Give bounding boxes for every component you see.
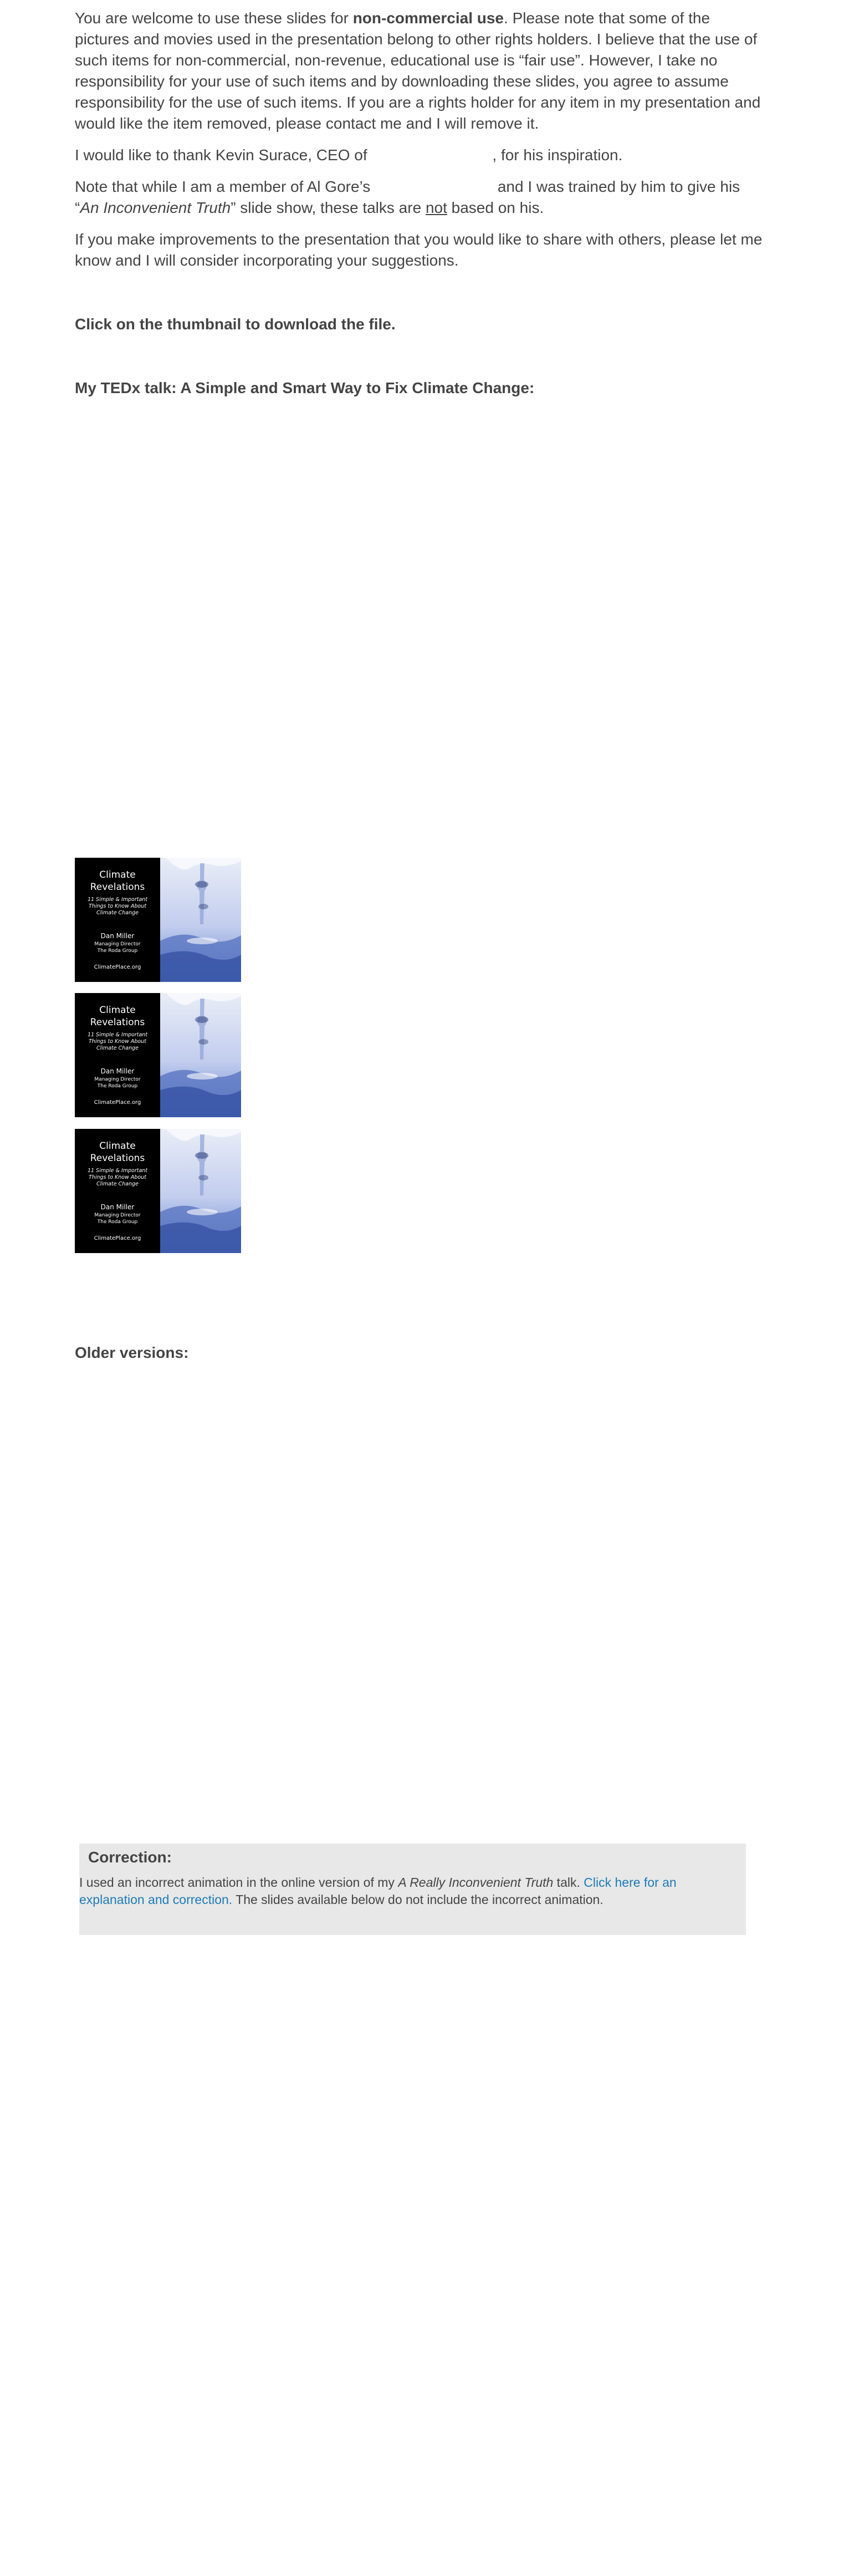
slides-download-thumbnail[interactable] — [75, 858, 241, 982]
talk-title: A Really Inconvenient Truth — [398, 1875, 554, 1890]
cover-author: Dan Miller — [100, 1067, 135, 1075]
slides-download-thumbnail[interactable] — [75, 993, 241, 1117]
correction-title: Correction: — [88, 1849, 172, 1866]
cover-role: Managing Director The Roda Group — [94, 1213, 141, 1225]
melting-ice-image — [160, 1129, 241, 1253]
correction-notice — [79, 1844, 746, 1935]
not-emphasis: not — [425, 199, 447, 216]
cover-role: Managing Director The Roda Group — [94, 941, 141, 954]
disclaimer-text-mid2: ” slide show, these talks are — [231, 199, 426, 216]
cover-panel — [75, 858, 160, 982]
cover-title: Climate Revelations — [90, 1005, 145, 1028]
disclaimer-text-end: based on his. — [447, 199, 544, 216]
download-instruction-heading: Click on the thumbnail to download the file. — [75, 315, 396, 333]
cover-site: ClimatePlace.org — [94, 1099, 141, 1106]
thanks-text: I would like to thank Kevin Surace, CEO of — [75, 146, 372, 164]
cover-role: Managing Director The Roda Group — [94, 1077, 141, 1089]
cover-subtitle: 11 Simple & Important Things to Know About Climate Change — [87, 1032, 148, 1051]
cover-subtitle: 11 Simple & Important Things to Know About Climate Change — [87, 1168, 148, 1187]
tedx-video-embed[interactable] — [75, 413, 768, 840]
correction-explanation-link[interactable]: Click here for an explanation and correction. — [79, 1875, 677, 1907]
cover-panel — [75, 993, 160, 1117]
non-commercial-emphasis: non-commercial use — [352, 9, 504, 27]
disclaimer-text-mid: and I was trained by him to give his “ — [75, 178, 740, 216]
melting-ice-image — [160, 993, 241, 1117]
disclaimer-text: Note that while I am a member of Al Gore’s — [75, 178, 375, 195]
tedx-talk-heading: My TEDx talk: A Simple and Smart Way to Fix Climate Change: — [75, 379, 535, 396]
cover-site: ClimatePlace.org — [94, 964, 141, 970]
slides-download-thumbnail[interactable] — [75, 1129, 241, 1253]
usage-terms-text: You are welcome to use these slides for — [75, 9, 353, 27]
usage-terms-text-rest: . Please note that some of the pictures and movies used in the presentation belong to other rights holders. I believe that the use of such items for non-commercial, non-revenue, educational use is “fair use”. However, I take no responsibility for your use of such items and by downloading these slides, you agree to assume responsibility for the use of such items. If you are a rights holder for any item in my presentation and would like the item removed, please contact me and I will remove it. — [75, 9, 761, 132]
usage-terms-paragraph — [75, 8, 768, 134]
correction-text: I used an incorrect animation in the online version of my A Really Inconvenient Truth talk. Click here for an explanation and correction. The slides available below do not include the incorrect animation. — [79, 1875, 677, 1907]
cover-site: ClimatePlace.org — [94, 1235, 141, 1241]
thanks-text-end: , for his inspiration. — [492, 146, 623, 164]
older-versions-heading: Older versions: — [75, 1344, 189, 1361]
disclaimer-paragraph — [75, 176, 768, 218]
cover-subtitle: 11 Simple & Important Things to Know About Climate Change — [87, 897, 148, 916]
film-title: An Inconvenient Truth — [80, 199, 231, 216]
melting-ice-image — [160, 858, 241, 982]
cover-author: Dan Miller — [100, 1203, 135, 1211]
cover-panel — [75, 1129, 160, 1253]
improvements-paragraph: If you make improvements to the presentation that you would like to share with others, please let me know and I will consider incorporating your suggestions. — [75, 231, 763, 269]
cover-title: Climate Revelations — [90, 1141, 145, 1164]
cover-author: Dan Miller — [100, 932, 135, 940]
thanks-paragraph — [75, 145, 768, 166]
cover-title: Climate Revelations — [90, 869, 145, 893]
